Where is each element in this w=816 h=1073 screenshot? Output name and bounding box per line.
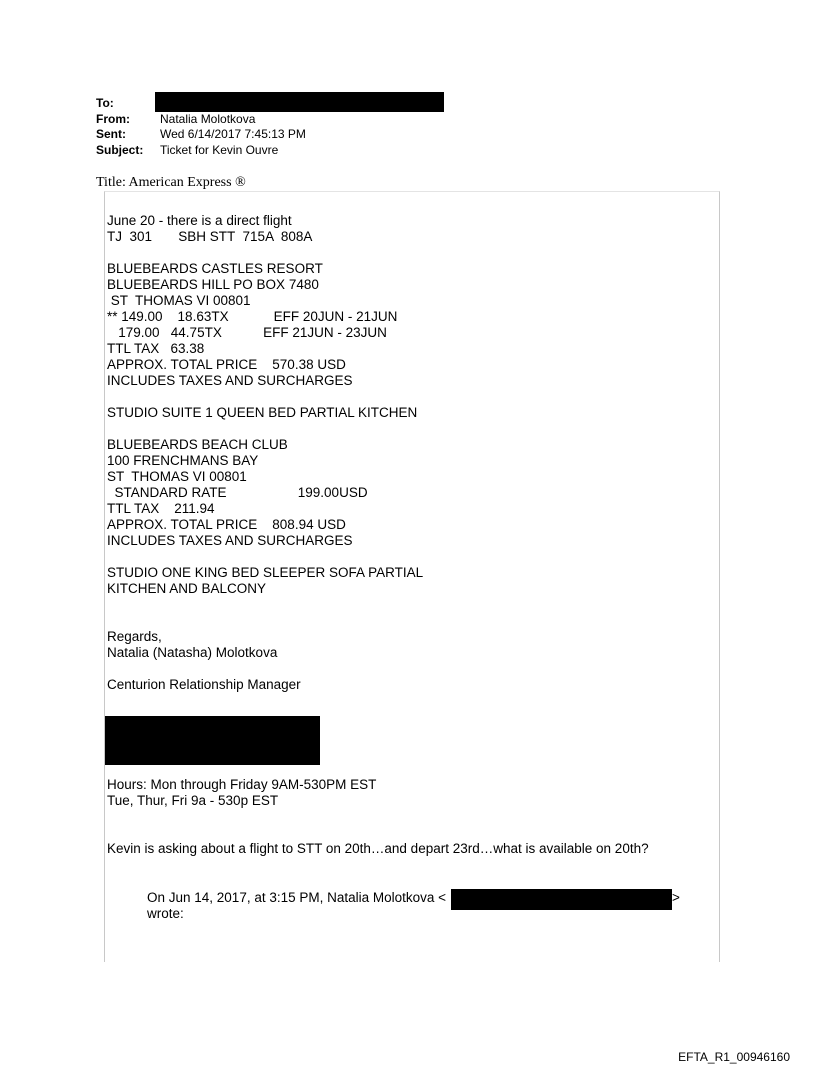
body-line: June 20 - there is a direct flight — [107, 213, 292, 228]
redacted-recipient — [155, 92, 444, 112]
body-line: BLUEBEARDS BEACH CLUB — [107, 437, 288, 452]
body-line: 179.00 44.75TX EFF 21JUN - 23JUN — [107, 325, 387, 340]
signature-hours-alt: Tue, Thur, Fri 9a - 530p EST — [107, 793, 279, 808]
document-title: Title: American Express ® — [96, 175, 246, 190]
body-line: TJ 301 SBH STT 715A 808A — [107, 229, 313, 244]
redacted-contact-block — [105, 716, 320, 765]
message-text: Kevin is asking about a flight to STT on 20th…and depart 23rd…what is available on 20th? — [107, 841, 649, 856]
signature-regards: Regards, — [107, 629, 162, 644]
body-line: TTL TAX 211.94 — [107, 501, 215, 516]
body-line: ST THOMAS VI 00801 — [107, 469, 247, 484]
to-row — [96, 96, 160, 110]
signature-name: Natalia (Natasha) Molotkova — [107, 645, 278, 660]
signature-role: Centurion Relationship Manager — [107, 677, 301, 692]
redacted-email-address — [451, 889, 672, 910]
from-value: Natalia Molotkova — [160, 112, 256, 126]
body-line: 100 FRENCHMANS BAY — [107, 453, 259, 468]
from-label: From: — [96, 112, 130, 126]
body-line: BLUEBEARDS CASTLES RESORT — [107, 261, 323, 276]
body-line: APPROX. TOTAL PRICE 808.94 USD — [107, 517, 346, 532]
quote-line — [147, 890, 446, 906]
subject-row — [96, 143, 278, 157]
body-line: INCLUDES TAXES AND SURCHARGES — [107, 533, 353, 548]
quote-wrote: wrote: — [147, 906, 184, 921]
sent-value: Wed 6/14/2017 7:45:13 PM — [160, 127, 306, 141]
body-line: ** 149.00 18.63TX EFF 20JUN - 21JUN — [107, 309, 398, 324]
to-label: To: — [96, 96, 114, 110]
body-line: STUDIO SUITE 1 QUEEN BED PARTIAL KITCHEN — [107, 405, 418, 420]
body-line: STANDARD RATE 199.00USD — [107, 485, 368, 500]
sent-row — [96, 127, 306, 141]
from-row — [96, 112, 255, 126]
bates-number: EFTA_R1_00946160 — [678, 1050, 790, 1064]
subject-label: Subject: — [96, 143, 144, 157]
body-line: INCLUDES TAXES AND SURCHARGES — [107, 373, 353, 388]
signature-hours: Hours: Mon through Friday 9AM-530PM EST — [107, 777, 377, 792]
sent-label: Sent: — [96, 127, 126, 141]
body-line: STUDIO ONE KING BED SLEEPER SOFA PARTIAL — [107, 565, 424, 580]
body-line: BLUEBEARDS HILL PO BOX 7480 — [107, 277, 319, 292]
subject-value: Ticket for Kevin Ouvre — [160, 143, 279, 157]
quote-suffix: > — [672, 890, 680, 905]
quote-prefix: On Jun 14, 2017, at 3:15 PM, Natalia Molotkova < — [147, 890, 447, 905]
body-line: KITCHEN AND BALCONY — [107, 581, 267, 596]
body-line: ST THOMAS VI 00801 — [107, 293, 251, 308]
body-line: APPROX. TOTAL PRICE 570.38 USD — [107, 357, 346, 372]
body-line: TTL TAX 63.38 — [107, 341, 205, 356]
